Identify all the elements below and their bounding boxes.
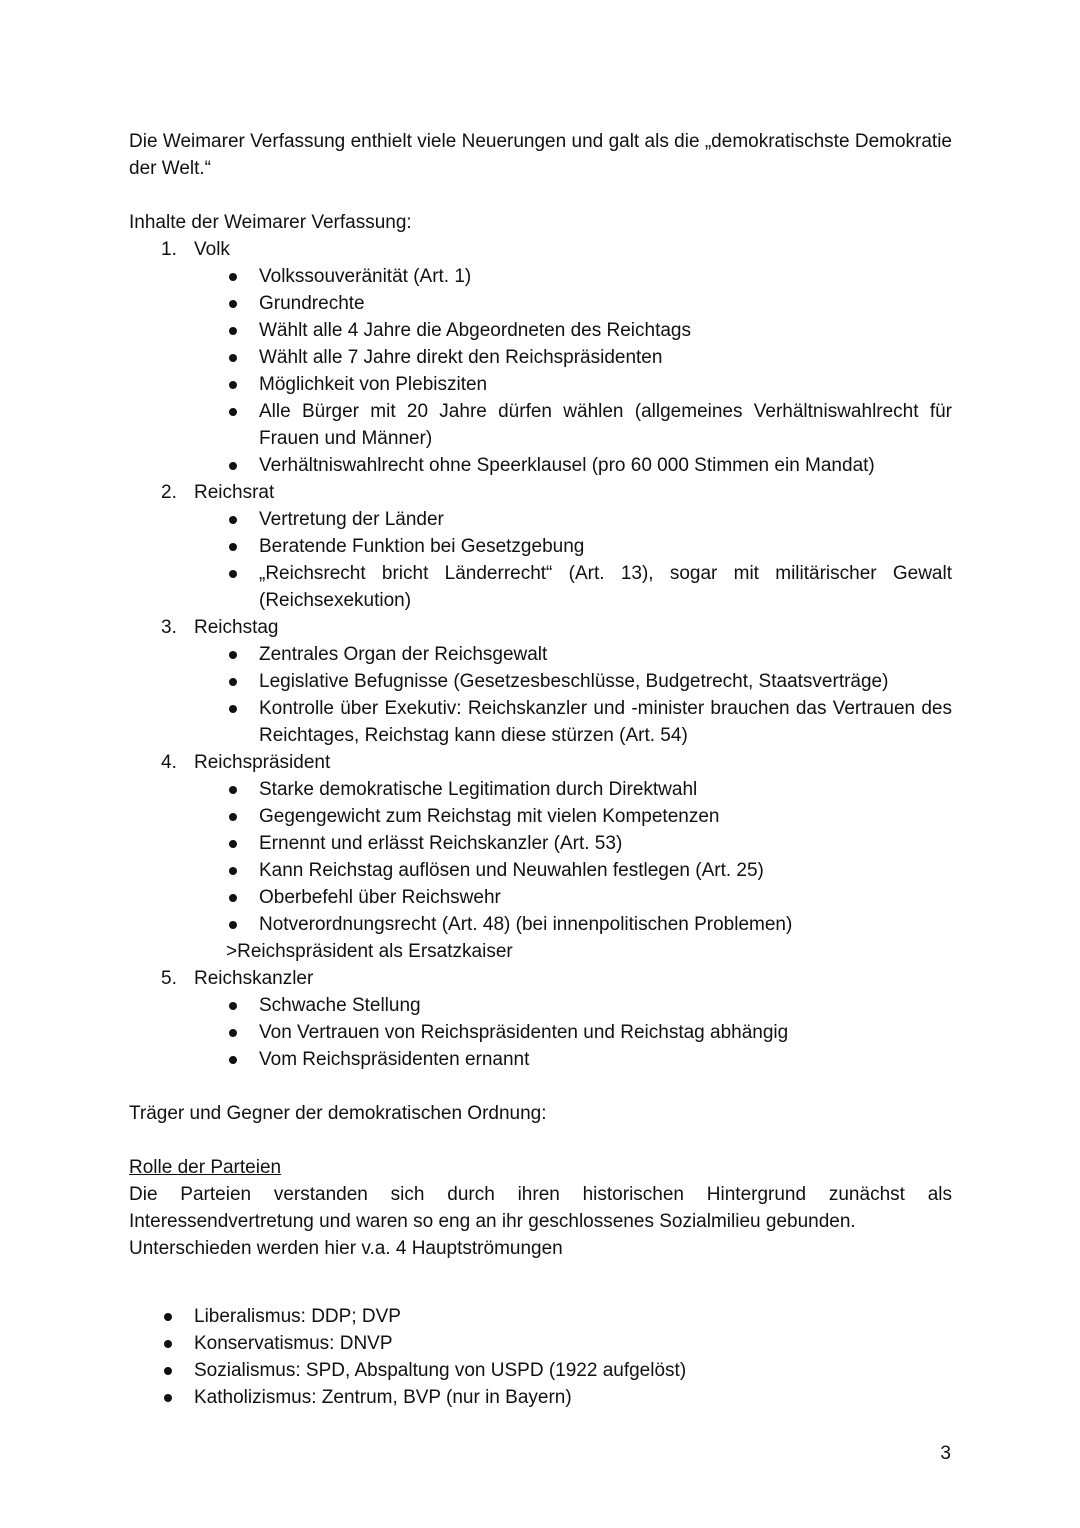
section-reichspraesident: [129, 749, 952, 776]
section-number: 1.: [161, 239, 177, 260]
section-reichsrat-list: [129, 506, 952, 614]
parties-heading: Rolle der Parteien: [129, 1157, 282, 1178]
section-note: >Reichspräsident als Ersatzkaiser: [226, 941, 513, 962]
list-item: Zentrales Organ der Reichsgewalt: [259, 641, 952, 668]
section-title: Volk: [194, 239, 230, 260]
section-title: Reichstag: [194, 617, 279, 638]
spacer: [129, 182, 952, 209]
parties-paragraph: Die Parteien verstanden sich durch ihren historischen Hintergrund zunächst als Interessendvertretung und waren so eng an ihr geschlossenes Sozialmilieu gebunden.: [129, 1184, 952, 1232]
section-reichspraesident-list: [129, 776, 952, 938]
list-item: Gegengewicht zum Reichstag mit vielen Kompetenzen: [259, 803, 952, 830]
currents-list: [129, 1303, 952, 1411]
list-item: Wählt alle 7 Jahre direkt den Reichspräsidenten: [259, 344, 952, 371]
list-item: Konservatismus: DNVP: [194, 1330, 952, 1357]
intro-paragraph: Die Weimarer Verfassung enthielt viele Neuerungen und galt als die „demokratischste Demokratie der Welt.“: [129, 131, 952, 179]
section-reichskanzler-list: [129, 992, 952, 1073]
list-item: Möglichkeit von Plebisziten: [259, 371, 952, 398]
section-title: Reichsrat: [194, 482, 275, 503]
section-number: 4.: [161, 752, 177, 773]
spacer: [129, 1289, 952, 1303]
list-item: Verhältniswahlrecht ohne Speerklausel (pro 60 000 Stimmen ein Mandat): [259, 452, 952, 479]
parties-paragraph-2: Unterschieden werden hier v.a. 4 Hauptströmungen: [129, 1238, 563, 1259]
section-volk: [129, 236, 952, 263]
list-item: Volkssouveränität (Art. 1): [259, 263, 952, 290]
list-item: Sozialismus: SPD, Abspaltung von USPD (1922 aufgelöst): [194, 1357, 952, 1384]
list-item: Grundrechte: [259, 290, 952, 317]
list-item: Kann Reichstag auflösen und Neuwahlen festlegen (Art. 25): [259, 857, 952, 884]
list-item: Vom Reichspräsidenten ernannt: [259, 1046, 952, 1073]
spacer: [129, 1262, 952, 1289]
list-item: Ernennt und erlässt Reichskanzler (Art. 53): [259, 830, 952, 857]
list-item: „Reichsrecht bricht Länderrecht“ (Art. 13), sogar mit militärischer Gewalt (Reichsexekution): [259, 560, 952, 614]
list-item: Liberalismus: DDP; DVP: [194, 1303, 952, 1330]
supporters-heading: Träger und Gegner der demokratischen Ordnung:: [129, 1103, 547, 1124]
page-number: 3: [940, 1443, 951, 1464]
list-item: Notverordnungsrecht (Art. 48) (bei innenpolitischen Problemen): [259, 911, 952, 938]
section-title: Reichspräsident: [194, 752, 331, 773]
list-item: Beratende Funktion bei Gesetzgebung: [259, 533, 952, 560]
spacer: [129, 1073, 952, 1100]
section-number: 5.: [161, 968, 177, 989]
document-page: [129, 128, 952, 1411]
list-item: Oberbefehl über Reichswehr: [259, 884, 952, 911]
list-item: Katholizismus: Zentrum, BVP (nur in Bayern): [194, 1384, 952, 1411]
section-number: 2.: [161, 482, 177, 503]
section-reichstag-list: [129, 641, 952, 749]
list-item: Starke demokratische Legitimation durch Direktwahl: [259, 776, 952, 803]
section-volk-list: [129, 263, 952, 479]
section-title: Reichskanzler: [194, 968, 314, 989]
list-item: Legislative Befugnisse (Gesetzesbeschlüsse, Budgetrecht, Staatsverträge): [259, 668, 952, 695]
list-item: Wählt alle 4 Jahre die Abgeordneten des Reichtags: [259, 317, 952, 344]
list-item: Vertretung der Länder: [259, 506, 952, 533]
section-reichsrat: [129, 479, 952, 506]
section-number: 3.: [161, 617, 177, 638]
section-reichstag: [129, 614, 952, 641]
list-item: Schwache Stellung: [259, 992, 952, 1019]
list-item: Kontrolle über Exekutiv: Reichskanzler und -minister brauchen das Vertrauen des Reichtages, Reichstag kann diese stürzen (Art. 54): [259, 695, 952, 749]
list-item: Alle Bürger mit 20 Jahre dürfen wählen (allgemeines Verhältniswahlrecht für Frauen und Männer): [259, 398, 952, 452]
list-item: Von Vertrauen von Reichspräsidenten und Reichstag abhängig: [259, 1019, 952, 1046]
contents-heading: Inhalte der Weimarer Verfassung:: [129, 212, 412, 233]
spacer: [129, 1127, 952, 1154]
section-reichskanzler: [129, 965, 952, 992]
